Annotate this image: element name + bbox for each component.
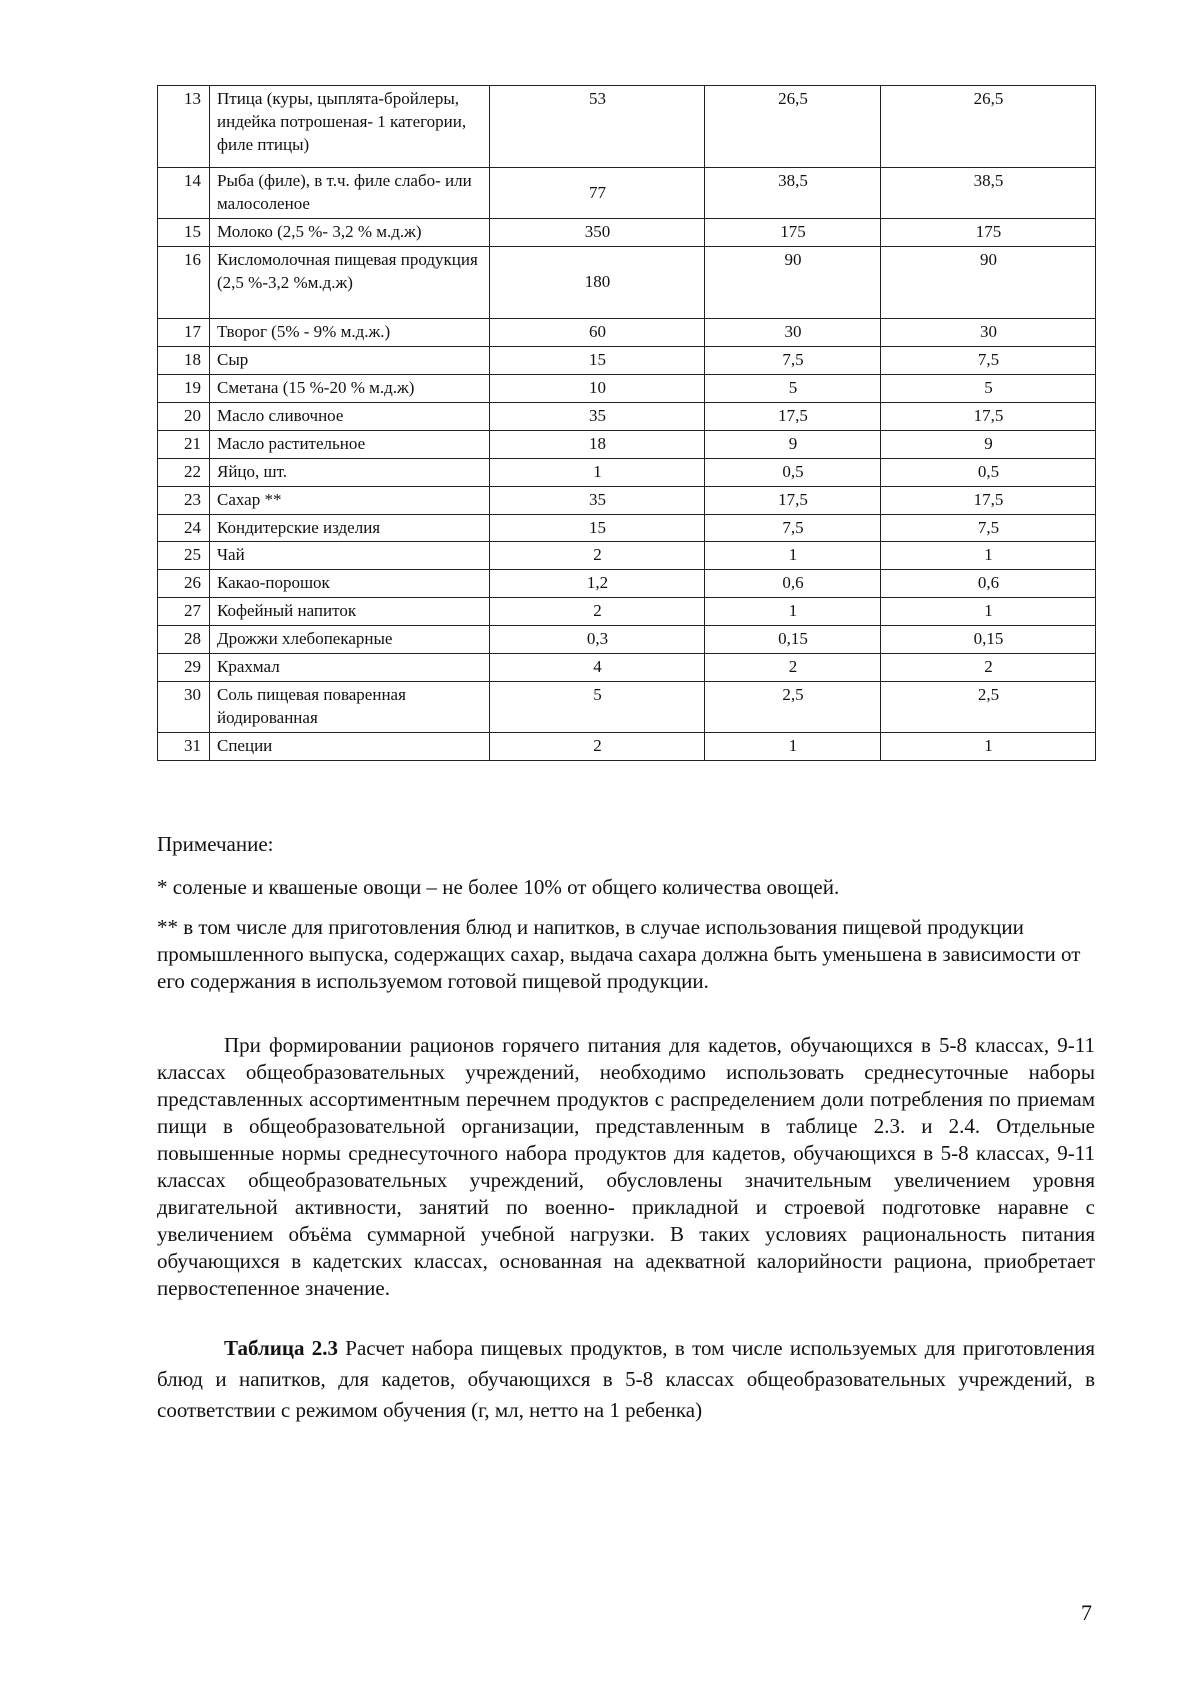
value-share-2: 5 xyxy=(881,374,1096,402)
row-number: 19 xyxy=(158,374,210,402)
row-number: 21 xyxy=(158,430,210,458)
value-share-2: 7,5 xyxy=(881,514,1096,542)
table-row xyxy=(158,626,1096,654)
value-share-1: 38,5 xyxy=(705,168,881,219)
value-daily: 2 xyxy=(490,733,705,761)
value-daily: 2 xyxy=(490,542,705,570)
notes-heading: Примечание: xyxy=(157,832,274,856)
table-row xyxy=(158,570,1096,598)
value-share-1: 0,15 xyxy=(705,626,881,654)
product-name: Творог (5% - 9% м.д.ж.) xyxy=(210,318,490,346)
note-1: * соленые и квашеные овощи – не более 10% от общего количества овощей. xyxy=(157,875,840,899)
product-name: Сахар ** xyxy=(210,486,490,514)
table-row xyxy=(158,542,1096,570)
value-share-2: 0,6 xyxy=(881,570,1096,598)
value-daily: 18 xyxy=(490,430,705,458)
value-share-1: 7,5 xyxy=(705,346,881,374)
value-share-1: 1 xyxy=(705,542,881,570)
row-number: 28 xyxy=(158,626,210,654)
value-share-1: 7,5 xyxy=(705,514,881,542)
table-row xyxy=(158,246,1096,318)
value-share-2: 30 xyxy=(881,318,1096,346)
value-share-2: 1 xyxy=(881,542,1096,570)
row-number: 17 xyxy=(158,318,210,346)
value-daily: 5 xyxy=(490,682,705,733)
table-row xyxy=(158,430,1096,458)
row-number: 26 xyxy=(158,570,210,598)
row-number: 27 xyxy=(158,598,210,626)
value-share-1: 175 xyxy=(705,219,881,247)
value-share-2: 7,5 xyxy=(881,346,1096,374)
value-share-2: 38,5 xyxy=(881,168,1096,219)
body-paragraph: При формировании рационов горячего питания для кадетов, обучающихся в 5-8 классах, 9-11 классах общеобразовательных учреждений, необходимо использовать среднесуточные наборы представленных ассортиментным перечнем продуктов с распределением доли потребления по приемам пищи в общеобразовательной организации, представленным в таблице 2.3. и 2.4. Отдельные повышенные нормы среднесуточного набора продуктов для кадетов, обучающихся в 5-8 классах, 9-11 классах общеобразовательных учреждений, обусловлены значительным увеличением уровня двигательной активности, занятий по военно- прикладной и строевой подготовке наравне с увеличением объёма суммарной учебной нагрузки. В таких условиях рациональность питания обучающихся в кадетских классах, основанная на адекватной калорийности рациона, приобретает первостепенное значение. xyxy=(157,1033,1095,1300)
row-number: 15 xyxy=(158,219,210,247)
page-number: 7 xyxy=(1081,1600,1092,1625)
table-caption-text: Расчет набора пищевых продуктов, в том числе используемых для приготовления блюд и напитков, для кадетов, обучающихся в 5-8 классах общеобразовательных учреждений, в соответствии с режимом обучения (г, мл, нетто на 1 ребенка) xyxy=(157,1336,1095,1422)
row-number: 13 xyxy=(158,86,210,168)
row-number: 23 xyxy=(158,486,210,514)
product-name: Яйцо, шт. xyxy=(210,458,490,486)
table-caption-label: Таблица 2.3 xyxy=(224,1336,338,1360)
value-share-1: 1 xyxy=(705,598,881,626)
product-name: Дрожжи хлебопекарные xyxy=(210,626,490,654)
value-daily: 53 xyxy=(490,86,705,168)
table-row xyxy=(158,374,1096,402)
value-share-2: 175 xyxy=(881,219,1096,247)
table-row xyxy=(158,733,1096,761)
value-share-1: 17,5 xyxy=(705,402,881,430)
product-name: Специи xyxy=(210,733,490,761)
row-number: 24 xyxy=(158,514,210,542)
value-share-1: 9 xyxy=(705,430,881,458)
table-row xyxy=(158,219,1096,247)
row-number: 18 xyxy=(158,346,210,374)
value-daily: 350 xyxy=(490,219,705,247)
table-row xyxy=(158,86,1096,168)
row-number: 31 xyxy=(158,733,210,761)
value-share-1: 0,6 xyxy=(705,570,881,598)
row-number: 29 xyxy=(158,654,210,682)
value-daily: 60 xyxy=(490,318,705,346)
row-number: 16 xyxy=(158,246,210,318)
value-daily: 1,2 xyxy=(490,570,705,598)
value-daily: 15 xyxy=(490,346,705,374)
value-daily: 77 xyxy=(490,168,705,219)
product-name: Молоко (2,5 %- 3,2 % м.д.ж) xyxy=(210,219,490,247)
value-share-2: 17,5 xyxy=(881,486,1096,514)
product-name: Сыр xyxy=(210,346,490,374)
table-row xyxy=(158,598,1096,626)
value-share-1: 30 xyxy=(705,318,881,346)
row-number: 20 xyxy=(158,402,210,430)
table-row xyxy=(158,654,1096,682)
product-name: Кофейный напиток xyxy=(210,598,490,626)
note-2: ** в том числе для приготовления блюд и напитков, в случае использования пищевой продукции промышленного выпуска, содержащих сахар, выдача сахара должна быть уменьшена в зависимости от его содержания в используемом готовой пищевой продукции. xyxy=(157,915,1081,993)
value-daily: 2 xyxy=(490,598,705,626)
product-name: Сметана (15 %-20 % м.д.ж) xyxy=(210,374,490,402)
value-share-2: 2,5 xyxy=(881,682,1096,733)
table-row xyxy=(158,514,1096,542)
value-share-1: 0,5 xyxy=(705,458,881,486)
product-name: Масло сливочное xyxy=(210,402,490,430)
product-name: Рыба (филе), в т.ч. филе слабо- или малосоленое xyxy=(210,168,490,219)
row-number: 22 xyxy=(158,458,210,486)
value-share-1: 2,5 xyxy=(705,682,881,733)
products-table xyxy=(157,85,1096,761)
table-row xyxy=(158,168,1096,219)
table-row xyxy=(158,402,1096,430)
product-name: Чай xyxy=(210,542,490,570)
value-share-2: 9 xyxy=(881,430,1096,458)
product-name: Крахмал xyxy=(210,654,490,682)
table-row xyxy=(158,346,1096,374)
value-share-2: 2 xyxy=(881,654,1096,682)
row-number: 14 xyxy=(158,168,210,219)
product-name: Какао-порошок xyxy=(210,570,490,598)
table-row xyxy=(158,682,1096,733)
value-share-1: 26,5 xyxy=(705,86,881,168)
product-name: Кондитерские изделия xyxy=(210,514,490,542)
row-number: 30 xyxy=(158,682,210,733)
value-daily: 4 xyxy=(490,654,705,682)
value-share-2: 17,5 xyxy=(881,402,1096,430)
value-daily: 15 xyxy=(490,514,705,542)
row-number: 25 xyxy=(158,542,210,570)
value-share-1: 90 xyxy=(705,246,881,318)
value-daily: 0,3 xyxy=(490,626,705,654)
table-caption xyxy=(157,1333,1095,1426)
product-name: Соль пищевая поваренная йодированная xyxy=(210,682,490,733)
value-share-1: 2 xyxy=(705,654,881,682)
product-name: Птица (куры, цыплята-бройлеры, индейка потрошеная- 1 категории, филе птицы) xyxy=(210,86,490,168)
value-daily: 180 xyxy=(490,246,705,318)
value-share-2: 1 xyxy=(881,733,1096,761)
products-table-body xyxy=(158,86,1096,761)
value-share-1: 1 xyxy=(705,733,881,761)
value-daily: 35 xyxy=(490,402,705,430)
value-share-2: 1 xyxy=(881,598,1096,626)
value-share-2: 0,5 xyxy=(881,458,1096,486)
value-share-1: 17,5 xyxy=(705,486,881,514)
value-daily: 35 xyxy=(490,486,705,514)
value-daily: 1 xyxy=(490,458,705,486)
table-row xyxy=(158,318,1096,346)
value-share-2: 90 xyxy=(881,246,1096,318)
product-name: Кисломолочная пищевая продукция (2,5 %-3,2 %м.д.ж) xyxy=(210,246,490,318)
product-name: Масло растительное xyxy=(210,430,490,458)
value-share-1: 5 xyxy=(705,374,881,402)
value-share-2: 26,5 xyxy=(881,86,1096,168)
table-row xyxy=(158,486,1096,514)
table-row xyxy=(158,458,1096,486)
value-daily: 10 xyxy=(490,374,705,402)
value-share-2: 0,15 xyxy=(881,626,1096,654)
